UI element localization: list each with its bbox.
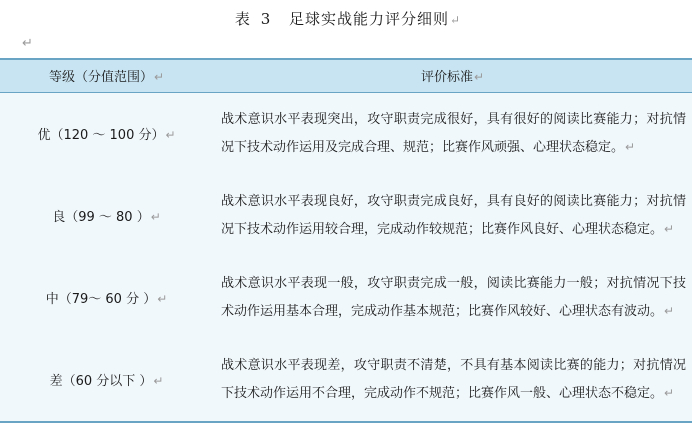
grade-label: 差（60 分以下 ）: [49, 374, 153, 389]
grade-cell: [0, 339, 213, 422]
grade-cell: [0, 175, 213, 257]
table-row: [0, 92, 692, 175]
scoring-table: [0, 58, 692, 423]
paragraph-mark-icon: ↵: [157, 292, 168, 306]
paragraph-mark-icon: ↵: [473, 70, 485, 85]
header-criteria-label: 评价标准: [420, 70, 473, 86]
criteria-text: 战术意识水平表现良好，攻守职责完成良好，具有良好的阅读比赛能力；对抗情况下技术动作运用较合理，完成动作较规范；比赛作风良好、心理状态稳定。: [221, 194, 686, 237]
criteria-text: 战术意识水平表现一般，攻守职责完成一般，阅读比赛能力一般；对抗情况下技术动作运用基本合理，完成动作基本规范；比赛作风较好、心理状态有波动。: [221, 276, 686, 319]
grade-label: 良（99 ～ 80 ）: [52, 210, 150, 225]
header-grade: [0, 59, 213, 92]
paragraph-mark-icon: ↵: [450, 13, 462, 27]
table-header-row: [0, 59, 692, 92]
paragraph-mark-icon: ↵: [150, 210, 161, 224]
paragraph-mark-icon: ↵: [153, 70, 165, 85]
grade-cell: [0, 257, 213, 339]
criteria-cell: [213, 175, 692, 257]
criteria-cell: [213, 257, 692, 339]
criteria-text: 战术意识水平表现突出，攻守职责完成很好，具有很好的阅读比赛能力；对抗情况下技术动作运用及完成合理、规范；比赛作风顽强、心理状态稳定。: [221, 112, 686, 155]
header-grade-label: 等级（分值范围）: [48, 70, 153, 86]
header-criteria: [213, 59, 692, 92]
table-caption: [0, 8, 696, 29]
empty-paragraph-mark-icon: ↵: [22, 36, 33, 51]
paragraph-mark-icon: ↵: [625, 139, 636, 154]
grade-label: 中（79～ 60 分 ）: [45, 292, 157, 307]
caption-text: 足球实战能力评分细则: [289, 10, 450, 28]
criteria-cell: [213, 92, 692, 175]
criteria-cell: [213, 339, 692, 422]
paragraph-mark-icon: ↵: [153, 374, 164, 388]
paragraph-mark-icon: ↵: [664, 385, 675, 400]
table-row: [0, 257, 692, 339]
caption-label: 表: [234, 10, 251, 28]
paragraph-mark-icon: ↵: [664, 303, 675, 318]
criteria-text: 战术意识水平表现差，攻守职责不清楚，不具有基本阅读比赛的能力；对抗情况下技术动作运用不合理，完成动作不规范；比赛作风一般、心理状态不稳定。: [221, 358, 686, 401]
grade-cell: [0, 92, 213, 175]
paragraph-mark-icon: ↵: [664, 221, 675, 236]
table-row: [0, 339, 692, 422]
grade-label: 优（120 ～ 100 分）: [37, 128, 165, 143]
table-row: [0, 175, 692, 257]
caption-number: 3: [260, 10, 272, 28]
paragraph-mark-icon: ↵: [165, 128, 176, 142]
